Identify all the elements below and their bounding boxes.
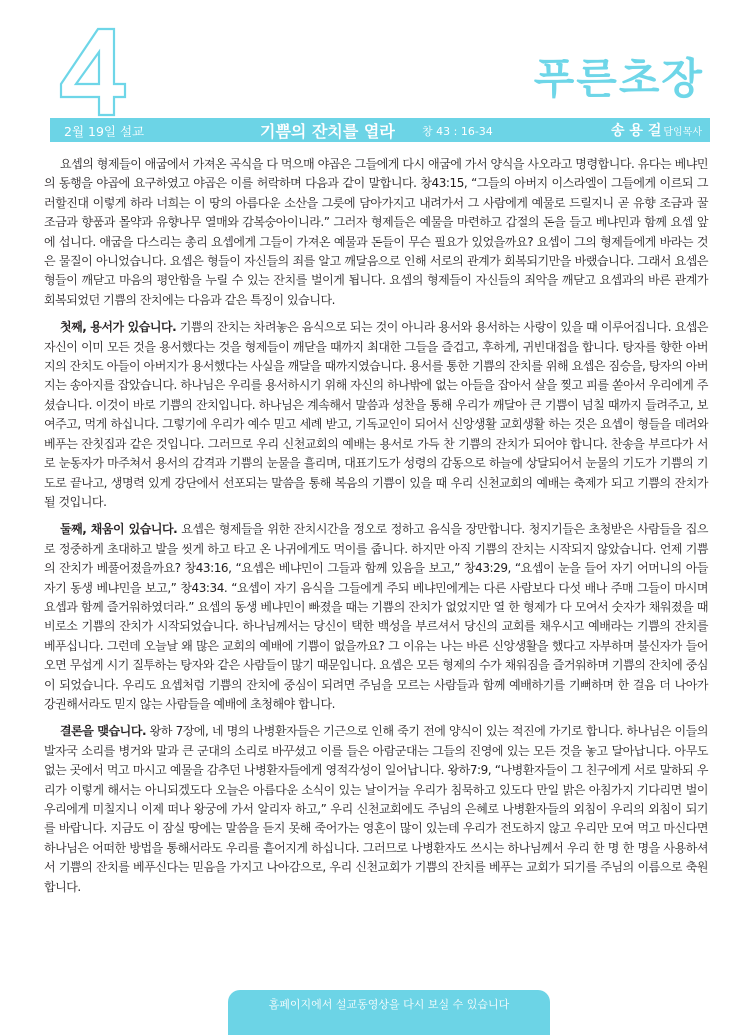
second-point-text: 요셉은 형제들을 위한 잔치시간을 정오로 정하고 음식을 장만합니다. 청지기들은 초청받은 사람들을 집으로 정중하게 초대하고 발을 씻게 하고 타고 온 나귀에게도 먹이를 줍니다. 하지만 아직 기쁨의 잔치는 시작되지 않았습니다. 언제 기쁨의 잔치가 베풀어졌을까요? 창43:16, “요셉은 베냐민이 그들과 함께 있음을 보고,” 창43:29, “요셉이 눈을 들어 자기 어머니의 아들 자기 동생 베냐민을 보고,” 창43:34. “요셉이 자기 음식을 그들에게 주되 베냐민에게는 다른 사람보다 다섯 배나 주매 그들이 마시며 요셉과 함께 즐거워하였더라.” 요셉의 동생 베냐민이 빠졌을 때는 기쁨의 잔치가 없었지만 열 한 형제가 다 모여서 숫자가 채워졌을 때 비로소 기쁨의 잔치가 시작되었습니다. 하나님께서는 당신이 택한 백성을 부르셔서 당신의 교회를 채우시고 예배라는 기쁨의 잔치를 베푸십니다. 그런데 오늘날 왜 많은 교회의 예배에 기쁨이 없을까요? 그 이유는 나는 바른 신앙생활을 했다고 자부하며 불신자가 들어오면 무섭게 시기 질투하는 탕자와 같은 사람들이 많기 때문입니다. 요셉은 모든 형제의 수가 채워짐을 즐거워하며 기쁨의 잔치에 중심이 되었습니다. 우리도 요셉처럼 기쁨의 잔치에 중심이 되려면 주님을 모르는 사람들과 함께 예배하기를 기뻐하며 한 걸음 더 나아가 강권해서라도 믿지 않는 사람들을 예배에 초청해야 합니다. xyxy=(44,522,708,711)
first-point-text: 기쁨의 잔치는 차려놓은 음식으로 되는 것이 아니라 용서와 용서하는 사랑이 있을 때 이루어집니다. 요셉은 자신이 이미 모든 것을 용서했다는 것을 형제들이 깨닫을 때까지 최대한 그들을 즐겁고, 후하게, 귀빈대접을 합니다. 탕자를 향한 아버지의 잔치도 아들이 아버지가 용서했다는 사실을 깨달을 때까지였습니다. 용서를 통한 기쁨의 잔치를 위해 요셉은 짐승을, 탕자의 아버지는 송아지를 잡았습니다. 하나님은 우리를 용서하시기 위해 자신의 하나밖에 없는 아들을 잡아서 살을 찢고 피를 쏟아서 우리에게 주셨습니다. 이것이 바로 기쁨의 잔치입니다. 하나님은 계속해서 말씀과 성찬을 통해 우리가 깨달아 큰 기쁨이 넘칠 때까지 들려주고, 보여주고, 먹게 하십니다. 그렇기에 우리가 예수 믿고 세례 받고, 기독교인이 되어서 신앙생활 교회생활 하는 것은 요셉이 형들을 데려와 베푸는 잔칫집과 같은 것입니다. 그러므로 우리 신천교회의 예배는 용서로 가득 찬 기쁨의 잔치가 되어야 합니다. 찬송을 부르다가 서로 눈동자가 마주쳐서 용서의 감격과 기쁨의 눈물을 흘리며, 대표기도가 성령의 감동으로 하늘에 상달되어서 눈물의 기도가 기쁨의 기도로 끝나고, 생명력 있게 강단에서 선포되는 말씀을 통해 복음의 기쁨이 있을 때 우리 신천교회의 예배는 축제가 되고 기쁨의 잔치가 될 것입니다. xyxy=(44,320,709,509)
issue-number-outline xyxy=(58,26,128,118)
author-role: 담임목사 xyxy=(663,127,702,138)
header-bar xyxy=(50,118,710,142)
scripture-reference: 창 43 : 16-34 xyxy=(422,125,493,138)
brand-title: 푸른초장 xyxy=(533,54,704,103)
first-point-heading: 첫째, 용서가 있습니다. xyxy=(60,320,177,335)
first-point-paragraph xyxy=(44,318,708,512)
sermon-title: 기쁨의 잔치를 열라 xyxy=(260,122,395,141)
conclusion-paragraph xyxy=(44,722,708,897)
sermon-body xyxy=(44,155,708,905)
issue-number: 4 xyxy=(93,86,94,87)
conclusion-heading: 결론을 맺습니다. xyxy=(60,724,147,739)
author-block xyxy=(611,120,702,140)
author-name: 송 용 걸 xyxy=(611,123,662,139)
second-point-paragraph xyxy=(44,520,708,714)
footer-notice: 홈페이지에서 설교동영상을 다시 보실 수 있습니다 xyxy=(228,990,550,1035)
intro-paragraph: 요셉의 형제들이 애굽에서 가져온 곡식을 다 먹으매 야곱은 그들에게 다시 애굽에 가서 양식을 사오라고 명령합니다. 유다는 베냐민의 동행을 야곱에 요구하였고 야곱은 이를 허락하며 다음과 같이 말합니다. 창43:15, “그들의 아버지 이스라엘이 그들에게 이르되 그러할진대 이렇게 하라 너희는 이 땅의 아름다운 소산을 그릇에 담아가지고 내려가서 그 사람에게 예물로 드릴지니 곧 유향 조금과 꿀 조금과 향품과 몰약과 유향나무 열매와 감복숭아이니라.” 그러자 형제들은 예물을 마련하고 갑절의 돈을 들고 베냐민과 함께 요셉 앞에 섭니다. 애굽을 다스리는 총리 요셉에게 그들이 가져온 예물과 돈들이 무슨 필요가 있었을까요? 요셉이 그의 형제들에게 바라는 것은 물질이 아니었습니다. 요셉은 형들이 자신들의 죄를 알고 깨달음으로 인해 서로의 관계가 회복되기만을 바랬습니다. 그래서 요셉은 형들이 깨닫고 마음의 평안함을 누릴 수 있는 잔치를 벌이게 됩니다. 요셉의 형제들이 자신들의 죄악을 깨닫고 요셉과의 바른 관계가 회복되었던 기쁨의 잔치에는 다음과 같은 특징이 있습니다. xyxy=(44,157,708,307)
second-point-heading: 둘째, 채움이 있습니다. xyxy=(60,522,178,537)
sermon-date: 2월 19일 설교 xyxy=(64,124,145,139)
conclusion-text: 왕하 7장에, 네 명의 나병환자들은 기근으로 인해 죽기 전에 양식이 있는 적진에 가기로 합니다. 하나님은 이들의 발자국 소리를 병거와 말과 큰 군대의 소리로 바꾸셨고 이를 들은 아람군대는 그들의 진영에 있는 모든 것을 놓고 달아납니다. 아무도 없는 곳에서 먹고 마시고 예물을 감추던 나병환자들에게 영적각성이 일어납니다. 왕하7:9, “나병환자들이 그 친구에게 서로 말하되 우리가 이렇게 해서는 아니되겠도다 오늘은 아름다운 소식이 있는 날이거늘 우리가 침묵하고 있도다 만일 밝은 아침가지 기다리면 벌이 우리에게 미칠지니 이제 떠나 왕궁에 가서 알리자 하고,” 우리 신천교회에도 주님의 은혜로 나병환자들의 외침이 우리의 외침이 되기를 바랍니다. 지금도 이 잠실 땅에는 말씀을 듣지 못해 죽어가는 영혼이 많이 있는데 우리가 전도하지 않고 우리만 모여 먹고 마신다면 하나님은 어떠한 방법을 통해서라도 우리를 흩어지게 하십니다. 그러므로 나병환자도 쓰시는 하나님께서 우리 한 명 한 명을 사용하셔서 기쁨의 잔치를 베푸신다는 믿음을 가지고 나아감으로, 우리 신천교회가 기쁨의 잔치를 베푸는 교회가 되기를 주님의 이름으로 축원합니다. xyxy=(44,724,708,894)
